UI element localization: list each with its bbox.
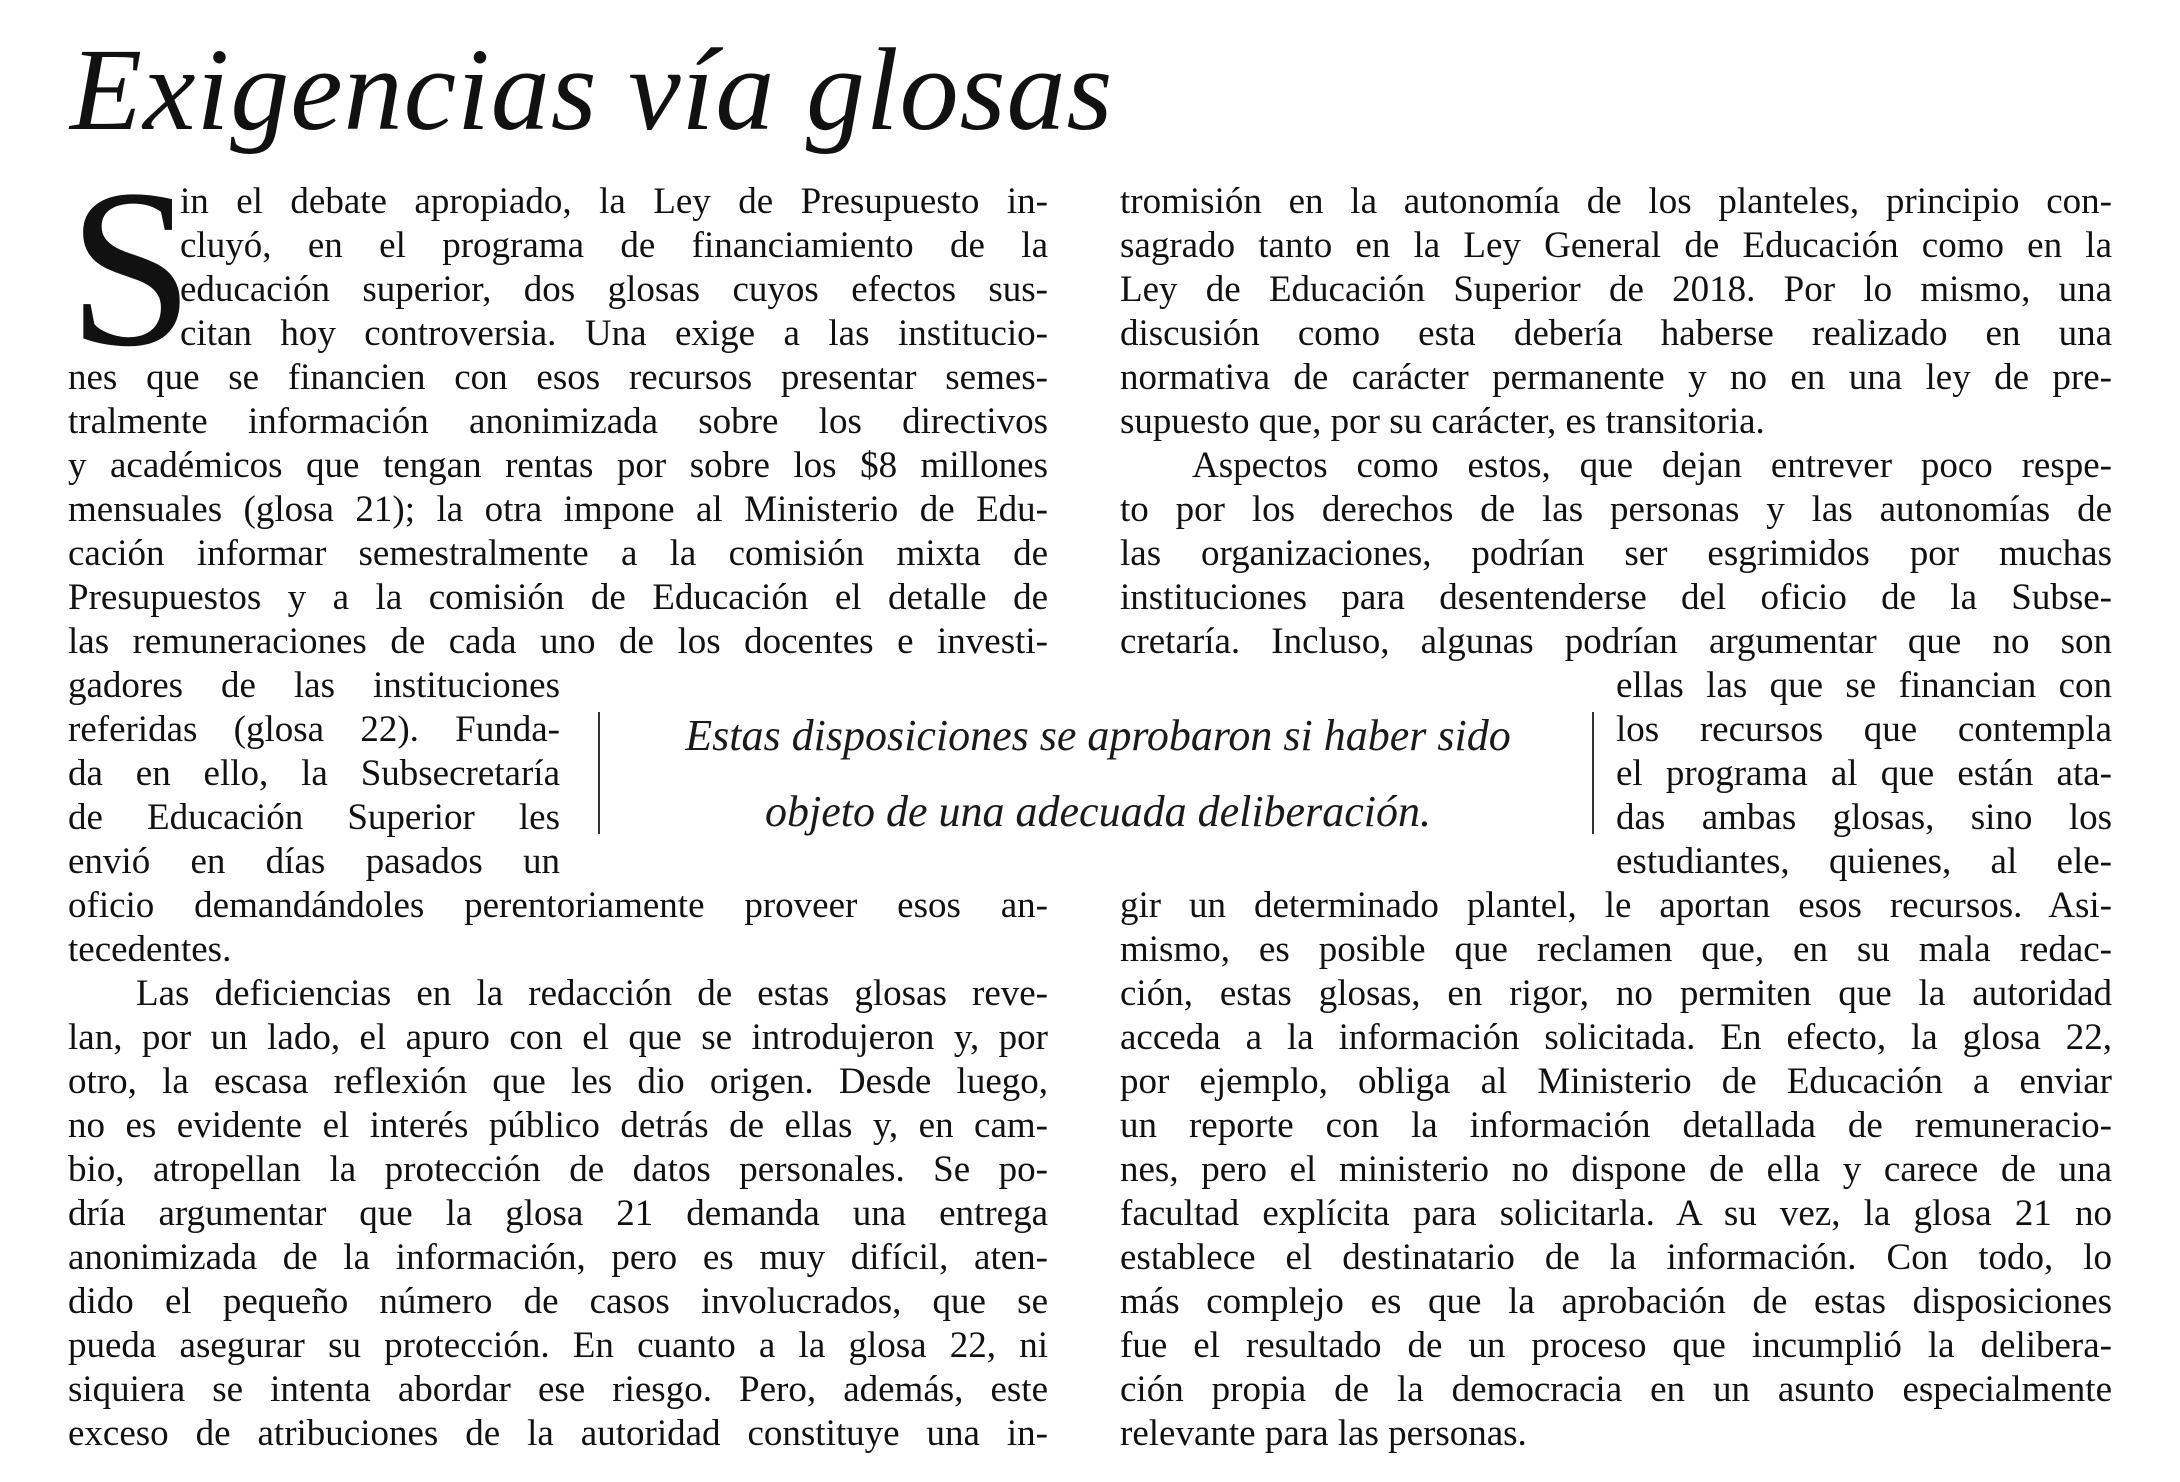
text-line: Presupuestos y a la comisión de Educación el detalle de (68, 577, 1048, 618)
text-line: oficio demandándoles perentoriamente proveer esos an- (68, 885, 1048, 926)
pull-quote-rule-right (1592, 712, 1594, 834)
text-line: nes, pero el ministerio no dispone de ella y carece de una (1120, 1149, 2112, 1190)
pull-quote (598, 706, 1598, 856)
drop-cap: S (68, 143, 194, 393)
text-line: referidas (glosa 22). Funda- (68, 709, 560, 750)
text-line: in el debate apropiado, la Ley de Presupuesto in- (180, 181, 1048, 222)
text-line: el programa al que están ata- (1616, 753, 2112, 794)
pull-quote-line: Estas disposiciones se aprobaron si haber sido (685, 711, 1511, 760)
text-line: pueda asegurar su protección. En cuanto a la glosa 22, ni (68, 1325, 1048, 1366)
text-line: sagrado tanto en la Ley General de Educación como en la (1120, 225, 2112, 266)
text-line: nes que se financien con esos recursos presentar semes- (68, 357, 1048, 398)
text-line: acceda a la información solicitada. En efecto, la glosa 22, (1120, 1017, 2112, 1058)
text-line: das ambas glosas, sino los (1616, 797, 2112, 838)
text-line: Aspectos como estos, que dejan entrever poco respe- (1192, 445, 2112, 486)
text-line: ción, estas glosas, en rigor, no permiten que la autoridad (1120, 973, 2112, 1014)
text-line: dido el pequeño número de casos involucrados, que se (68, 1281, 1048, 1322)
text-line: envió en días pasados un (68, 841, 560, 882)
text-line: cación informar semestralmente a la comisión mixta de (68, 533, 1048, 574)
text-line: supuesto que, por su carácter, es transitoria. (1120, 401, 1765, 442)
text-line: bio, atropellan la protección de datos personales. Se po- (68, 1149, 1048, 1190)
text-line: gir un determinado plantel, le aportan esos recursos. Asi- (1120, 885, 2112, 926)
pull-quote-line: objeto de una adecuada deliberación. (765, 787, 1431, 836)
text-line: Las deficiencias en la redacción de estas glosas reve- (136, 973, 1048, 1014)
article-title: Exigencias vía glosas (70, 24, 1114, 155)
text-line: facultad explícita para solicitarla. A su vez, la glosa 21 no (1120, 1193, 2112, 1234)
text-line: to por los derechos de las personas y las autonomías de (1120, 489, 2112, 530)
text-line: no es evidente el interés público detrás de ellas y, en cam- (68, 1105, 1048, 1146)
text-line: un reporte con la información detallada de remuneracio- (1120, 1105, 2112, 1146)
text-line: citan hoy controversia. Una exige a las institucio- (180, 313, 1048, 354)
text-line: tromisión en la autonomía de los planteles, principio con- (1120, 181, 2112, 222)
text-line: más complejo es que la aprobación de estas disposiciones (1120, 1281, 2112, 1322)
text-line: mensuales (glosa 21); la otra impone al Ministerio de Edu- (68, 489, 1048, 530)
text-line: normativa de carácter permanente y no en una ley de pre- (1120, 357, 2112, 398)
text-line: ellas las que se financian con (1616, 665, 2112, 706)
text-line: tecedentes. (68, 929, 232, 970)
text-line: cretaría. Incluso, algunas podrían argumentar que no son (1120, 621, 2112, 662)
text-line: siquiera se intenta abordar ese riesgo. Pero, además, este (68, 1369, 1048, 1410)
text-line: lan, por un lado, el apuro con el que se introdujeron y, por (68, 1017, 1048, 1058)
text-line: gadores de las instituciones (68, 665, 560, 706)
text-line: las remuneraciones de cada uno de los docentes e investi- (68, 621, 1048, 662)
text-line: da en ello, la Subsecretaría (68, 753, 560, 794)
text-line: discusión como esta debería haberse realizado en una (1120, 313, 2112, 354)
text-line: instituciones para desentenderse del oficio de la Subse- (1120, 577, 2112, 618)
text-line: por ejemplo, obliga al Ministerio de Educación a enviar (1120, 1061, 2112, 1102)
text-line: y académicos que tengan rentas por sobre los $8 millones (68, 445, 1048, 486)
text-line: tralmente información anonimizada sobre los directivos (68, 401, 1048, 442)
text-line: Ley de Educación Superior de 2018. Por lo mismo, una (1120, 269, 2112, 310)
text-line: ción propia de la democracia en un asunto especialmente (1120, 1369, 2112, 1410)
text-line: las organizaciones, podrían ser esgrimidos por muchas (1120, 533, 2112, 574)
text-line: dría argumentar que la glosa 21 demanda una entrega (68, 1193, 1048, 1234)
text-line: educación superior, dos glosas cuyos efectos sus- (180, 269, 1048, 310)
text-line: estudiantes, quienes, al ele- (1616, 841, 2112, 882)
text-line: anonimizada de la información, pero es muy difícil, aten- (68, 1237, 1048, 1278)
text-line: de Educación Superior les (68, 797, 560, 838)
text-line: los recursos que contempla (1616, 709, 2112, 750)
text-line: exceso de atribuciones de la autoridad constituye una in- (68, 1413, 1048, 1454)
text-line: relevante para las personas. (1120, 1413, 1527, 1454)
text-line: fue el resultado de un proceso que incumplió la delibera- (1120, 1325, 2112, 1366)
text-line: cluyó, en el programa de financiamiento de la (180, 225, 1048, 266)
text-line: otro, la escasa reflexión que les dio origen. Desde luego, (68, 1061, 1048, 1102)
text-line: establece el destinatario de la información. Con todo, lo (1120, 1237, 2112, 1278)
text-line: mismo, es posible que reclamen que, en su mala redac- (1120, 929, 2112, 970)
